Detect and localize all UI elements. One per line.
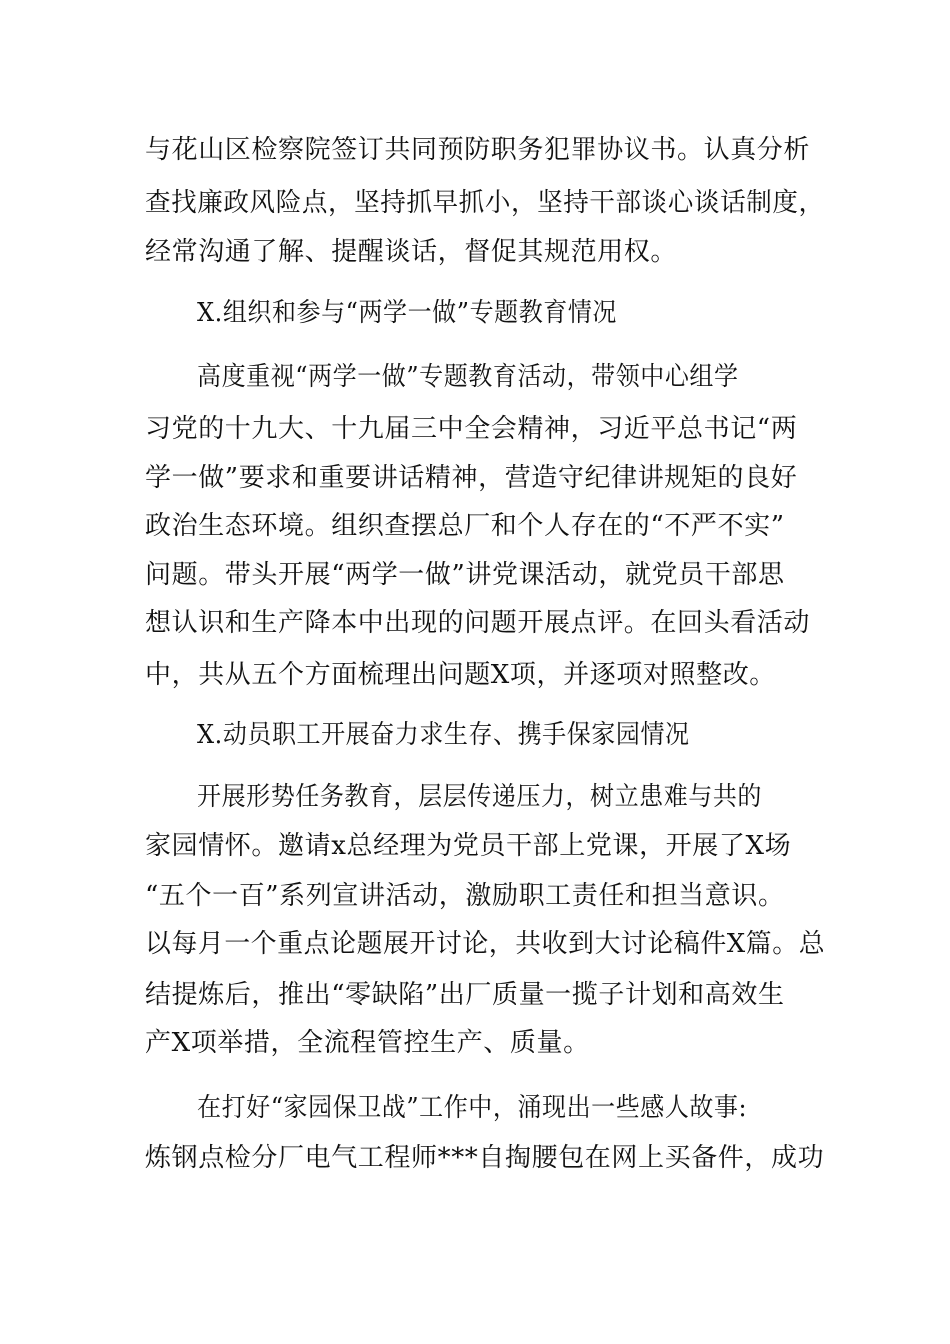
paragraph-line: 炼钢点检分厂电气工程师***自掏腰包在网上买备件，成功 [145,1143,825,1173]
paragraph-line: 在打好“家园保卫战”工作中，涌现出一些感人故事: [197,1093,748,1123]
paragraph-line: 以每月一个重点论题展开讨论，共收到大讨论稿件X篇。总 [145,929,826,959]
paragraph-line: 政治生态环境。组织查摆总厂和个人存在的“不严不实” [145,511,785,541]
paragraph-line: 中，共从五个方面梳理出问题X项，并逐项对照整改。 [145,660,776,690]
section-heading: X.动员职工开展奋力求生存、携手保家园情况 [197,720,690,750]
paragraph-line: 与花山区检察院签订共同预防职务犯罪协议书。认真分析 [145,135,811,165]
section-heading: X.组织和参与“两学一做”专题教育情况 [197,298,617,328]
paragraph-line: 产X项举措，全流程管控生产、质量。 [145,1028,590,1058]
paragraph-line: 经常沟通了解、提醒谈话，督促其规范用权。 [145,237,678,267]
paragraph-line: 结提炼后，推出“零缺陷”出厂质量一揽子计划和高效生 [145,980,785,1010]
paragraph-line: 学一做”要求和重要讲话精神，营造守纪律讲规矩的良好 [145,463,798,493]
paragraph-line: 问题。带头开展“两学一做”讲党课活动，就党员干部思 [145,560,785,590]
paragraph-line: 高度重视“两学一做”专题教育活动，带领中心组学 [197,362,739,392]
paragraph-line: 开展形势任务教育，层层传递压力，树立患难与共的 [197,782,763,812]
paragraph-line: “五个一百”系列宣讲活动，激励职工责任和担当意识。 [145,881,785,911]
paragraph-line: 习党的十九大、十九届三中全会精神，习近平总书记“两 [145,414,798,444]
paragraph-line: 查找廉政风险点，坚持抓早抓小，坚持干部谈心谈话制度， [145,188,825,218]
paragraph-line: 想认识和生产降本中出现的问题开展点评。在回头看活动 [145,608,811,638]
paragraph-line: 家园情怀。邀请x总经理为党员干部上党课，开展了X场 [145,831,792,861]
